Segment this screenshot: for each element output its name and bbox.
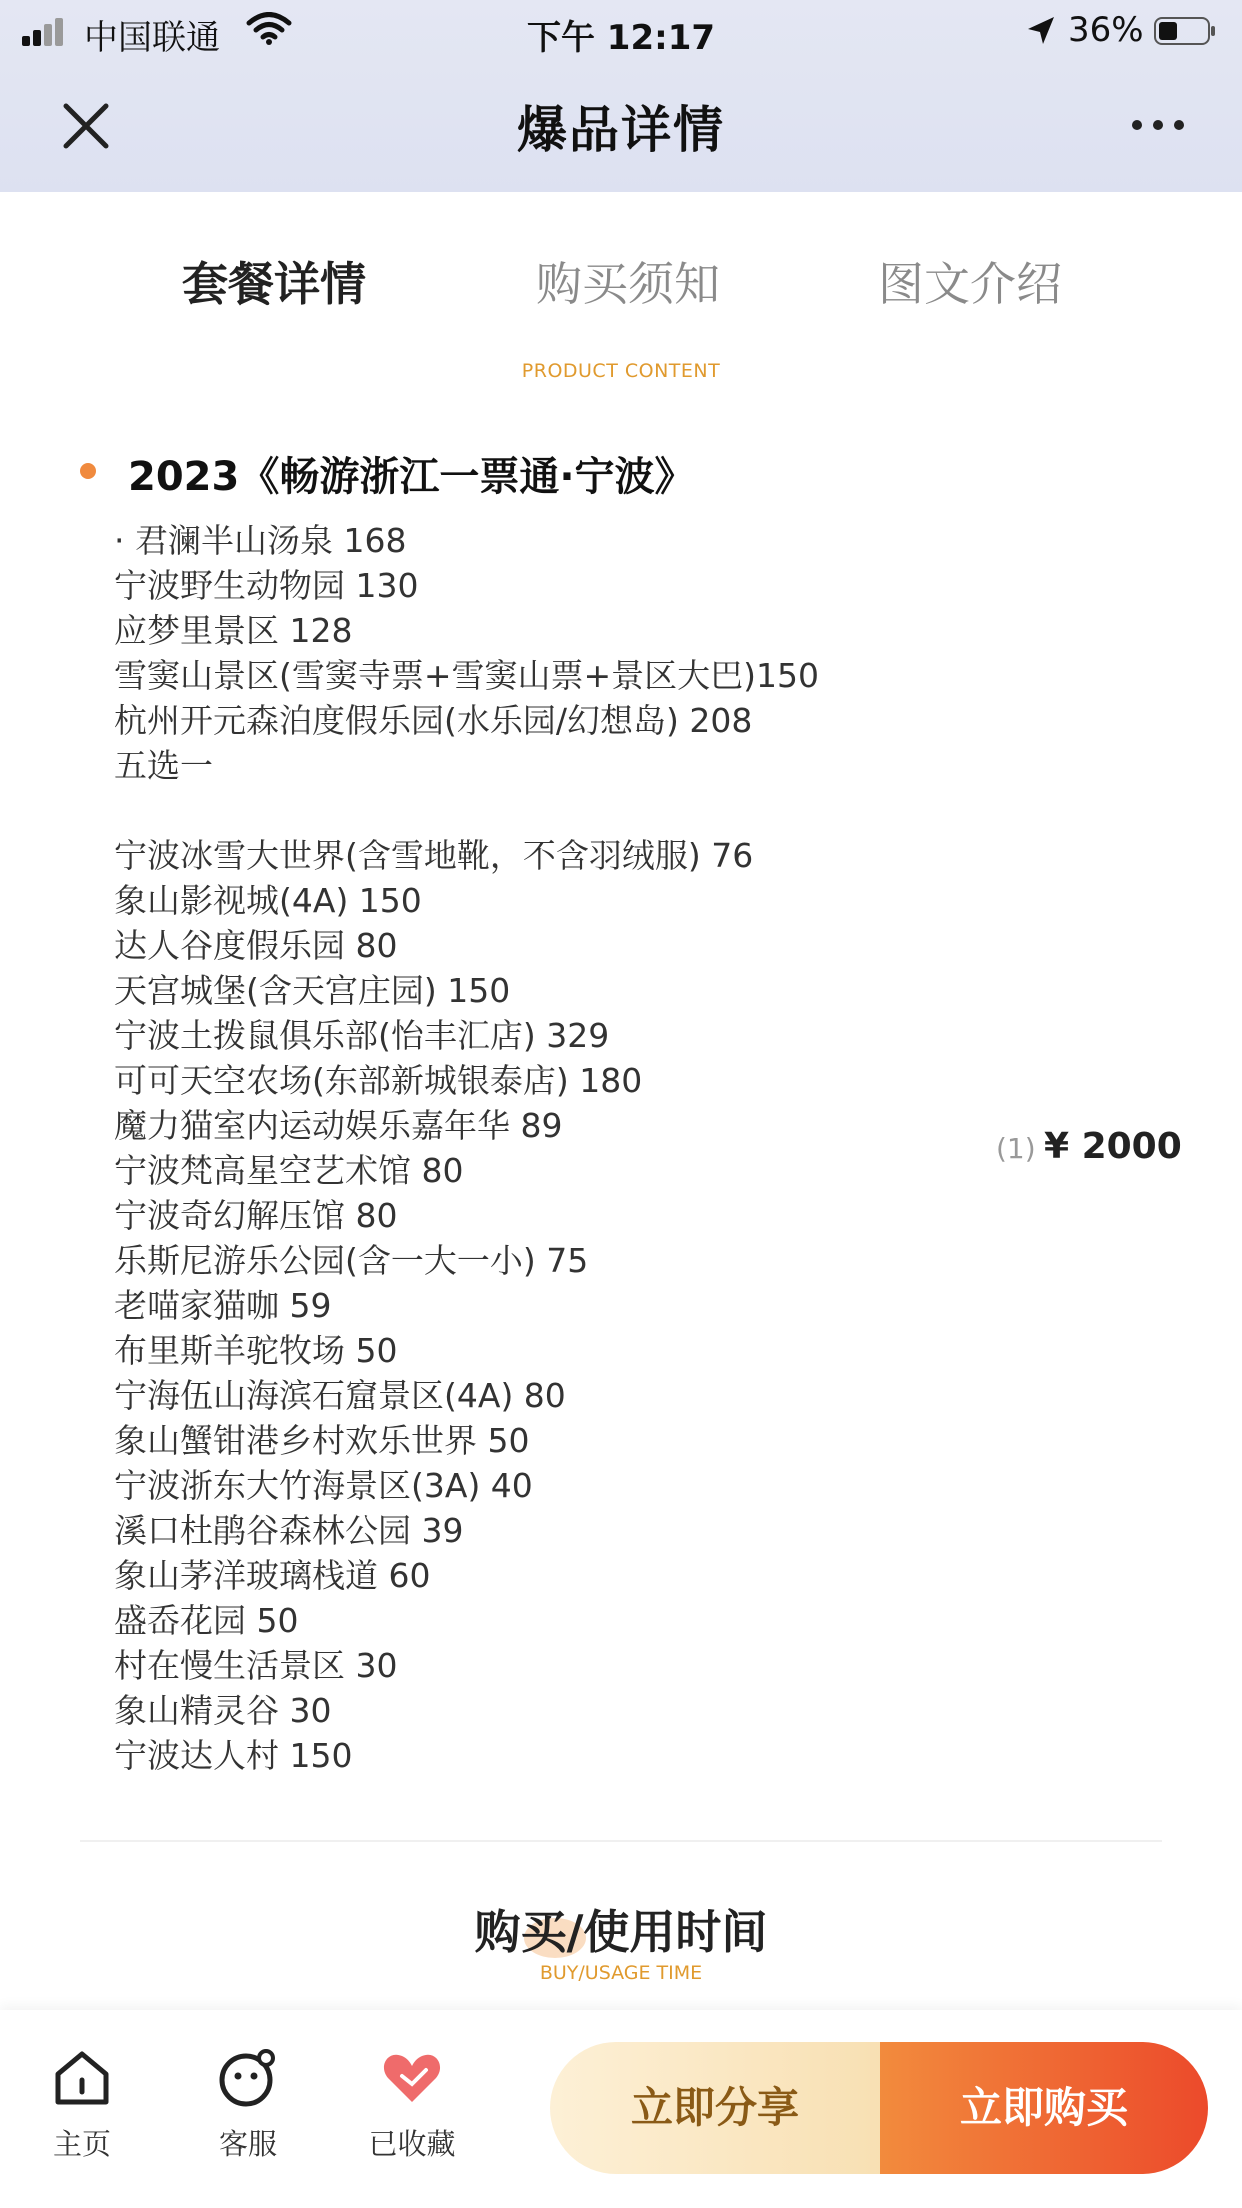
location-arrow-icon bbox=[1024, 14, 1058, 48]
package-item: 天宫城堡(含天宫庄园) 150 bbox=[114, 971, 511, 1010]
bottom-action-bar bbox=[0, 2010, 1242, 2208]
tab-subtitle: PRODUCT CONTENT bbox=[521, 360, 721, 382]
package-item: 象山蟹钳港乡村欢乐世界 50 bbox=[114, 1421, 530, 1460]
package-item: 象山影视城(4A) 150 bbox=[114, 881, 422, 920]
customer-service-button[interactable] bbox=[188, 2046, 308, 2163]
battery-percent: 36% bbox=[1068, 10, 1144, 50]
customer-service-icon bbox=[216, 2046, 280, 2110]
battery-icon bbox=[1154, 16, 1216, 46]
package-item bbox=[114, 788, 819, 833]
package-item: · 君澜半山汤泉 168 bbox=[114, 521, 407, 560]
customer-service-label: 客服 bbox=[218, 2127, 277, 2161]
package-item: 乐斯尼游乐公园(含一大一小) 75 bbox=[114, 1241, 589, 1280]
package-item: 雪窦山景区(雪窦寺票+雪窦山票+景区大巴)150 bbox=[114, 656, 820, 695]
package-item: 宁海伍山海滨石窟景区(4A) 80 bbox=[114, 1376, 566, 1415]
package-item: 村在慢生活景区 30 bbox=[114, 1646, 398, 1685]
status-time: 下午 12:17 bbox=[526, 18, 716, 58]
page-title: 爆品详情 bbox=[517, 101, 725, 159]
package-item: 象山精灵谷 30 bbox=[114, 1691, 332, 1730]
top-bar bbox=[0, 0, 1242, 192]
package-item: 布里斯羊驼牧场 50 bbox=[114, 1331, 398, 1370]
package-title: 2023《畅游浙江一票通·宁波》 bbox=[128, 454, 695, 500]
package-item: 宁波奇幻解压馆 80 bbox=[114, 1196, 398, 1235]
carrier-name: 中国联通 bbox=[84, 18, 220, 58]
package-item: 宁波土拨鼠俱乐部(怡丰汇店) 329 bbox=[114, 1016, 610, 1055]
package-item: 盛岙花园 50 bbox=[114, 1601, 299, 1640]
section-divider bbox=[80, 1840, 1162, 1842]
more-options-button[interactable] bbox=[1128, 104, 1188, 144]
home-label: 主页 bbox=[52, 2127, 111, 2161]
package-item: 宁波野生动物园 130 bbox=[114, 566, 419, 605]
share-button[interactable]: 立即分享 bbox=[550, 2042, 880, 2174]
package-item: 宁波达人村 150 bbox=[114, 1736, 353, 1775]
bullet-dot bbox=[80, 463, 96, 479]
home-icon bbox=[50, 2046, 114, 2110]
tab-package-details[interactable]: 套餐详情 bbox=[182, 257, 366, 311]
package-item: 溪口杜鹃谷森林公园 39 bbox=[114, 1511, 464, 1550]
package-price: ¥ 2000 bbox=[1044, 1126, 1182, 1167]
package-item: 宁波浙东大竹海景区(3A) 40 bbox=[114, 1466, 533, 1505]
tab-purchase-notes[interactable]: 购买须知 bbox=[536, 257, 720, 311]
favorite-button[interactable] bbox=[352, 2046, 472, 2163]
package-item: 老喵家猫咖 59 bbox=[114, 1286, 332, 1325]
home-button[interactable] bbox=[22, 2046, 142, 2163]
package-item: 宁波梵高星空艺术馆 80 bbox=[114, 1151, 464, 1190]
package-item-list bbox=[114, 518, 819, 1778]
package-item: 魔力猫室内运动娱乐嘉年华 89 bbox=[114, 1106, 563, 1145]
favorite-label: 已收藏 bbox=[368, 2127, 456, 2161]
buy-now-button[interactable]: 立即购买 bbox=[880, 2042, 1208, 2174]
package-item: 五选一 bbox=[114, 746, 213, 785]
status-bar bbox=[0, 0, 1242, 60]
package-item: 应梦里景区 128 bbox=[114, 611, 353, 650]
section-subtitle: BUY/USAGE TIME bbox=[539, 1962, 703, 1984]
package-quantity: (1) bbox=[996, 1132, 1036, 1165]
package-item: 杭州开元森泊度假乐园(水乐园/幻想岛) 208 bbox=[114, 701, 753, 740]
navigation-bar bbox=[0, 60, 1242, 192]
heart-icon bbox=[380, 2046, 444, 2110]
package-item: 宁波冰雪大世界(含雪地靴，不含羽绒服) 76 bbox=[114, 836, 754, 875]
tab-image-intro[interactable]: 图文介绍 bbox=[878, 257, 1062, 311]
package-item: 象山茅洋玻璃栈道 60 bbox=[114, 1556, 431, 1595]
package-item: 达人谷度假乐园 80 bbox=[114, 926, 398, 965]
section-title: 购买/使用时间 bbox=[474, 1905, 768, 1959]
package-item: 可可天空农场(东部新城银泰店) 180 bbox=[114, 1061, 643, 1100]
